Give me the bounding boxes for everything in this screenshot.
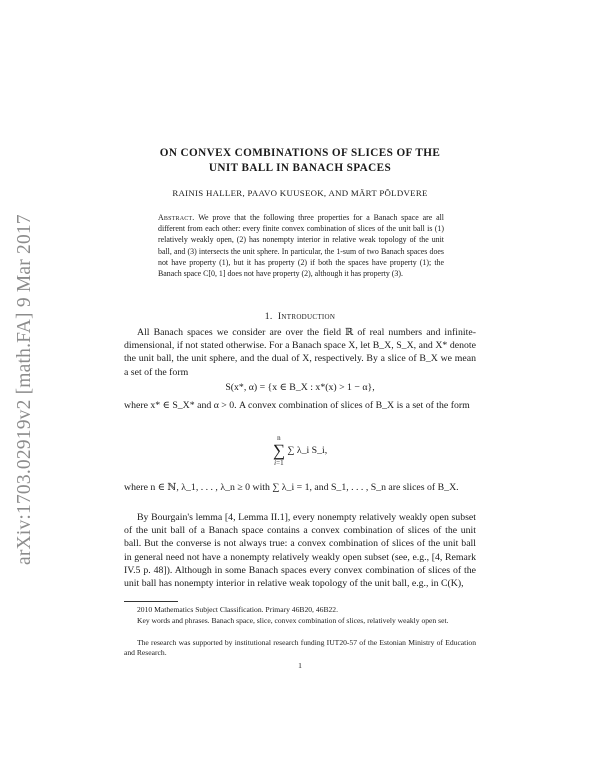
abstract	[158, 212, 444, 279]
paragraph-where: where n ∈ ℕ, λ_1, . . . , λ_n ≥ 0 with ∑ λ_i = 1, and S_1, . . . , S_n are slices of B_X.	[124, 482, 459, 493]
abstract-heading: Abstract.	[158, 213, 195, 222]
footnote-rule	[124, 601, 178, 602]
footnote-msc: 2010 Mathematics Subject Classification. Primary 46B20, 46B22.	[137, 605, 339, 614]
footnote-funding: The research was supported by institutional research funding IUT20-57 of the Estonian Ministry of Education and Research.	[124, 638, 476, 658]
title-line-2: UNIT BALL IN BANACH SPACES	[208, 162, 392, 174]
paragraph-convex: where x* ∈ S_X* and α > 0. A convex combination of slices of B_X is a set of the form	[124, 400, 470, 411]
equation-sum	[124, 433, 476, 468]
page-number: 1	[298, 661, 302, 670]
paragraph-intro: All Banach spaces we consider are over the field ℝ of real numbers and infinite-dimensional, if not stated otherwise. For a Banach space X, let B_X, S_X, and X* denote the unit ball, the unit sphere, and the dual of X, respectively. By a slice of B_X we mean a set of the form	[124, 327, 476, 378]
arxiv-stamp: arXiv:1703.02919v2 [math.FA] 9 Mar 2017	[14, 214, 35, 565]
section-number: 1.	[264, 311, 273, 322]
equation-slice: S(x*, α) = {x ∈ B_X : x*(x) > 1 − α},	[225, 382, 375, 393]
footnote-keywords: Key words and phrases. Banach space, slice, convex combination of slices, relatively weakly open set.	[137, 616, 449, 625]
section-heading	[120, 311, 480, 322]
paper-title	[120, 146, 480, 176]
title-line-1: ON CONVEX COMBINATIONS OF SLICES OF THE	[159, 147, 441, 159]
sum-expression: ∑ λ_i S_i,	[287, 444, 328, 456]
abstract-text: We prove that the following three properties for a Banach space are all different from each other: every finite convex combination of slices of the unit ball is (1) relatively weakly open, (2) has nonempty interior in relative weak topology of the unit ball, and (3) intersects the unit sphere. In particular, the 1-sum of two Banach spaces does not have property (1), but it has property (2) if both the spaces have property (1); the Banach space C[0, 1] does not have property (2), although it has property (3).	[158, 213, 444, 279]
sum-symbol: n ∑ i=1	[272, 434, 285, 467]
section-title: Introduction	[277, 311, 336, 322]
authors: RAINIS HALLER, PAAVO KUUSEOK, AND MÄRT PÕLDVERE	[172, 188, 428, 198]
paragraph-bourgain: By Bourgain's lemma [4, Lemma II.1], every nonempty relatively weakly open subset of the unit ball of a Banach space contains a convex combination of slices of the unit ball. But the converse is not always true: a convex combination of slices of the unit ball in general need not have a nonempty relatively weakly open subset (see, e.g., [4, Remark IV.5 p. 48]). Although in some Banach spaces every convex combination of slices of the unit ball has nonempty interior in relative weak topology of the unit ball, e.g., in C(K),	[124, 512, 476, 590]
